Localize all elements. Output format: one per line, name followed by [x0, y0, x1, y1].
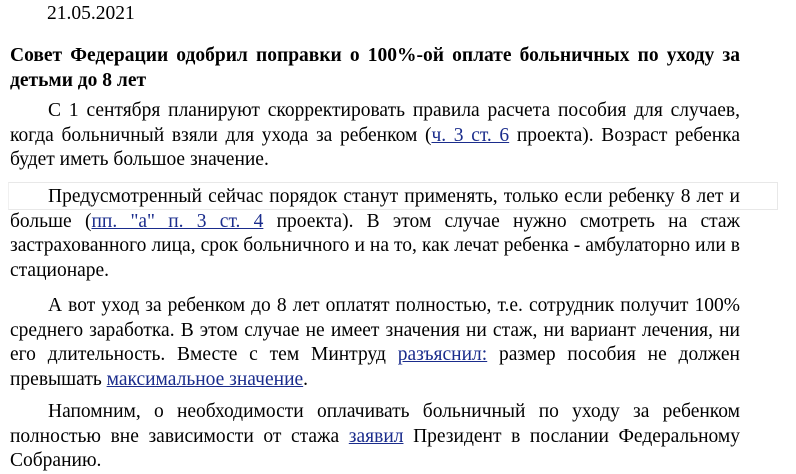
paragraph-4-text-b: Президент в послании Федеральному Собранию. — [10, 425, 741, 471]
paragraph-4-text-a: Напомним, о необходимости оплачивать больничный по уходу за ребенком полностью вне зависимости от стажа — [10, 401, 740, 447]
paragraph-2-text-a: Предусмотренный сейчас порядок станут применять, только если ребенку 8 лет и больше ( — [10, 186, 740, 232]
paragraph-2-text-b: проекта). В этом случае нужно смотреть на стаж застрахованного лица, срок больничного и на то, как лечат ребенка - амбулаторно или в стационаре. — [10, 210, 741, 281]
paragraph-3 — [10, 294, 740, 392]
paragraph-3-text-b: размер пособия не должен превышать — [10, 344, 740, 390]
paragraph-4 — [10, 400, 740, 474]
paragraph-3-text-c: . — [303, 368, 309, 390]
ref-link-max-value[interactable]: максимальное значение — [106, 368, 304, 390]
ref-link-subpar-a[interactable]: пп. "а" п. 3 ст. 4 — [91, 210, 264, 232]
paragraph-1-text-a: С 1 сентября планируют скорректировать правила расчета пособия для случаев, когда больничный взяли для ухода за ребенком ( — [10, 100, 740, 146]
ref-link-stated[interactable]: заявил — [348, 425, 404, 447]
paragraph-1 — [10, 99, 740, 173]
ref-link-part3-art6[interactable]: ч. 3 ст. 6 — [431, 124, 510, 146]
ref-link-explained[interactable]: разъяснил: — [397, 344, 488, 365]
article-title: Совет Федерации одобрил поправки о 100%-ой оплате больничных по уходу за детьми до 8 лет — [10, 45, 740, 91]
article-date: 21.05.2021 — [47, 3, 135, 24]
paragraph-3-text-a: А вот уход за ребенком до 8 лет оплатят полностью, т.е. сотрудник получит 100% среднего заработка. В этом случае не имеет значения ни стаж, ни вариант лечения, ни его длительность. Вместе с тем Минтруд — [10, 295, 740, 365]
paragraph-1-text-b: проекта). Возраст ребенка будет иметь большое значение. — [10, 124, 740, 170]
paragraph-2 — [10, 185, 740, 283]
